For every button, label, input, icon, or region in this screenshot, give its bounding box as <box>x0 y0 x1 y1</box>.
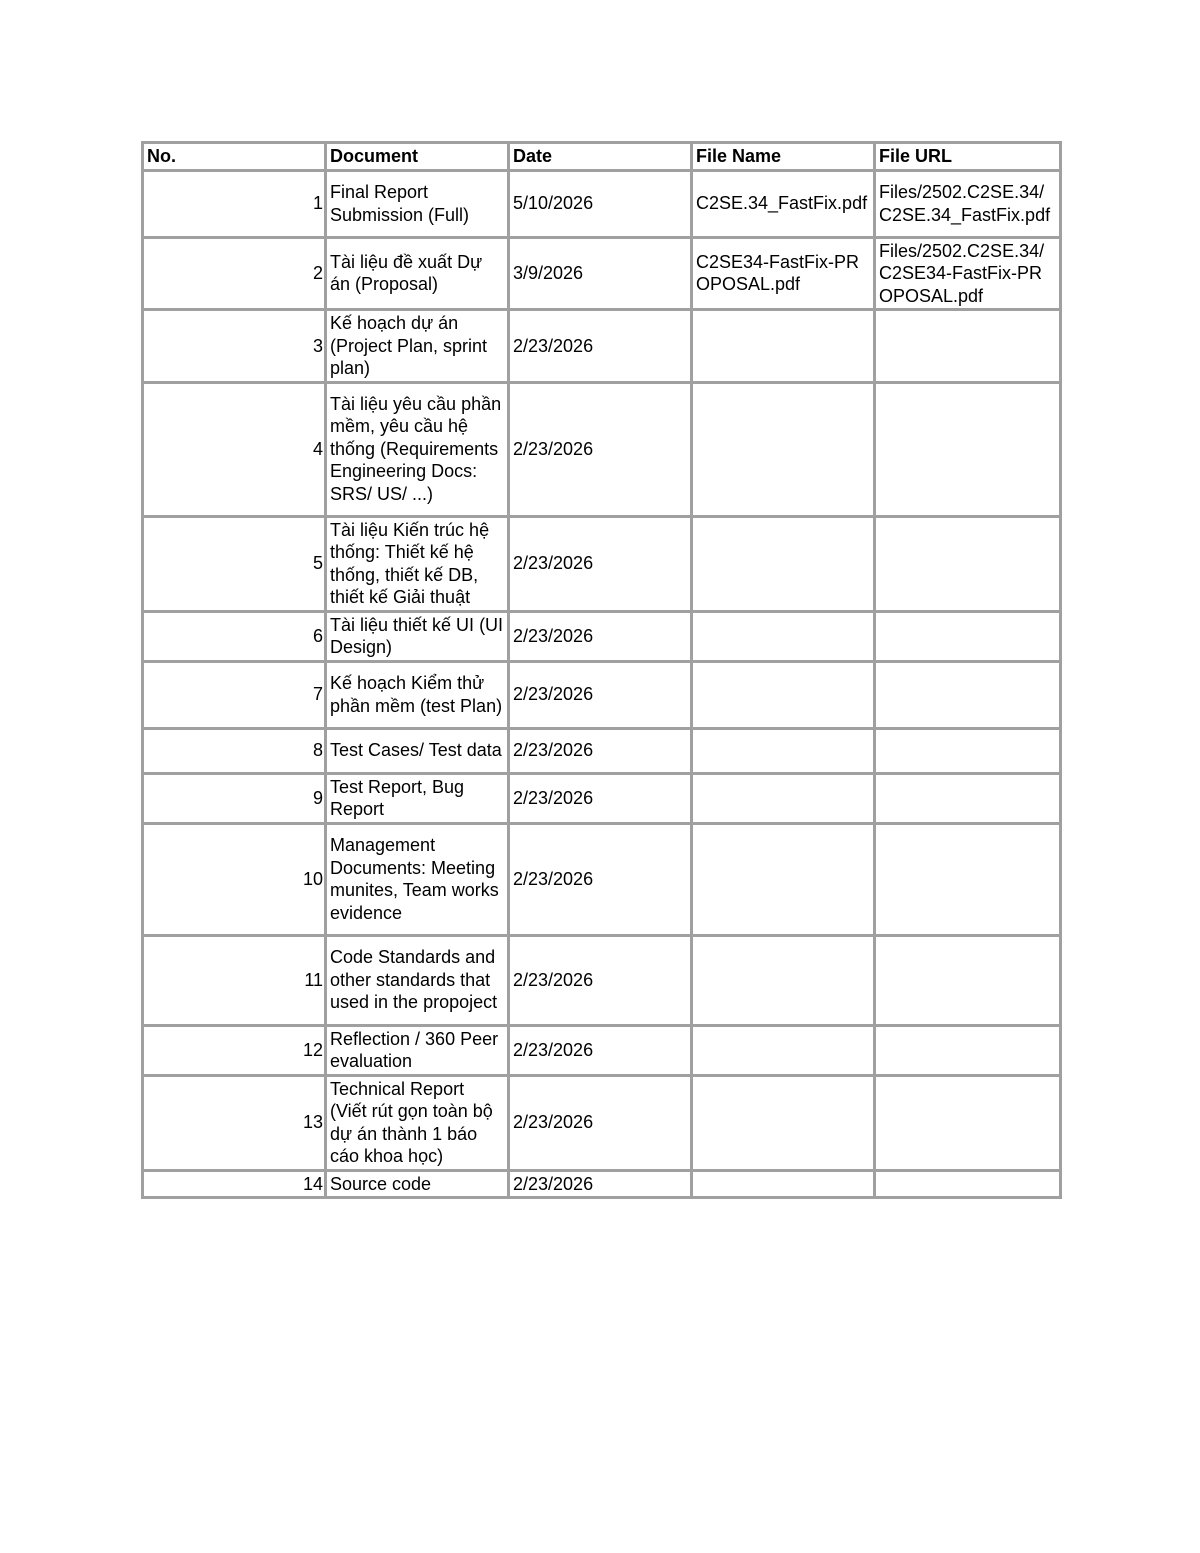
file-name-cell <box>692 935 875 1025</box>
file-url-cell <box>875 310 1061 383</box>
row-number-cell: 6 <box>143 611 326 661</box>
table-row <box>143 661 1061 728</box>
file-name-cell: C2SE.34_FastFix.pdf <box>692 170 875 237</box>
file-name-cell <box>692 1170 875 1198</box>
document-cell: Reflection / 360 Peer evaluation <box>326 1025 509 1075</box>
row-number-cell: 4 <box>143 382 326 516</box>
file-url-cell <box>875 661 1061 728</box>
date-cell: 2/23/2026 <box>509 1075 692 1170</box>
table-row <box>143 237 1061 310</box>
document-cell: Tài liệu thiết kế UI (UI Design) <box>326 611 509 661</box>
header-date: Date <box>509 143 692 171</box>
file-name-cell <box>692 773 875 823</box>
date-cell: 2/23/2026 <box>509 661 692 728</box>
row-number-cell: 13 <box>143 1075 326 1170</box>
file-name-cell <box>692 1075 875 1170</box>
document-cell: Kế hoạch Kiểm thử phần mềm (test Plan) <box>326 661 509 728</box>
document-cell: Tài liệu Kiến trúc hệ thống: Thiết kế hệ thống, thiết kế DB, thiết kế Giải thuật <box>326 516 509 611</box>
file-url-cell <box>875 935 1061 1025</box>
header-file-name: File Name <box>692 143 875 171</box>
file-url-cell: Files/2502.C2SE.34/C2SE.34_FastFix.pdf <box>875 170 1061 237</box>
document-cell: Technical Report (Viết rút gọn toàn bộ dự án thành 1 báo cáo khoa học) <box>326 1075 509 1170</box>
file-name-cell <box>692 611 875 661</box>
document-cell: Kế hoạch dự án (Project Plan, sprint plan) <box>326 310 509 383</box>
documents-table <box>141 141 1062 1199</box>
date-cell: 2/23/2026 <box>509 611 692 661</box>
file-url-cell <box>875 516 1061 611</box>
date-cell: 2/23/2026 <box>509 728 692 773</box>
file-url-cell <box>875 1025 1061 1075</box>
file-url-cell <box>875 382 1061 516</box>
document-cell: Test Report, Bug Report <box>326 773 509 823</box>
file-name-cell <box>692 382 875 516</box>
row-number-cell: 1 <box>143 170 326 237</box>
document-cell: Test Cases/ Test data <box>326 728 509 773</box>
table-body <box>143 170 1061 1198</box>
row-number-cell: 10 <box>143 823 326 935</box>
file-name-cell <box>692 1025 875 1075</box>
file-url-cell <box>875 728 1061 773</box>
document-cell: Tài liệu đề xuất Dự án (Proposal) <box>326 237 509 310</box>
file-url-cell: Files/2502.C2SE.34/C2SE34-FastFix-PROPOSAL.pdf <box>875 237 1061 310</box>
date-cell: 2/23/2026 <box>509 516 692 611</box>
file-url-cell <box>875 773 1061 823</box>
date-cell: 3/9/2026 <box>509 237 692 310</box>
table-row <box>143 611 1061 661</box>
document-cell: Tài liệu yêu cầu phần mềm, yêu cầu hệ thống (Requirements Engineering Docs: SRS/ US/ ...) <box>326 382 509 516</box>
file-url-cell <box>875 1075 1061 1170</box>
document-cell: Source code <box>326 1170 509 1198</box>
row-number-cell: 2 <box>143 237 326 310</box>
file-name-cell <box>692 516 875 611</box>
date-cell: 2/23/2026 <box>509 382 692 516</box>
table-row <box>143 935 1061 1025</box>
row-number-cell: 14 <box>143 1170 326 1198</box>
row-number-cell: 8 <box>143 728 326 773</box>
table-row <box>143 310 1061 383</box>
file-url-cell <box>875 1170 1061 1198</box>
table-header-row <box>143 143 1061 171</box>
header-document: Document <box>326 143 509 171</box>
file-name-cell: C2SE34-FastFix-PROPOSAL.pdf <box>692 237 875 310</box>
row-number-cell: 12 <box>143 1025 326 1075</box>
document-cell: Code Standards and other standards that used in the propoject <box>326 935 509 1025</box>
file-url-cell <box>875 823 1061 935</box>
table-row <box>143 1170 1061 1198</box>
table-row <box>143 773 1061 823</box>
table-row <box>143 170 1061 237</box>
row-number-cell: 11 <box>143 935 326 1025</box>
date-cell: 2/23/2026 <box>509 310 692 383</box>
date-cell: 5/10/2026 <box>509 170 692 237</box>
date-cell: 2/23/2026 <box>509 823 692 935</box>
table-row <box>143 1075 1061 1170</box>
file-name-cell <box>692 661 875 728</box>
table-row <box>143 382 1061 516</box>
date-cell: 2/23/2026 <box>509 773 692 823</box>
row-number-cell: 9 <box>143 773 326 823</box>
file-name-cell <box>692 823 875 935</box>
table-row <box>143 823 1061 935</box>
table-row <box>143 728 1061 773</box>
file-name-cell <box>692 728 875 773</box>
header-no: No. <box>143 143 326 171</box>
header-file-url: File URL <box>875 143 1061 171</box>
date-cell: 2/23/2026 <box>509 1025 692 1075</box>
table-row <box>143 1025 1061 1075</box>
document-cell: Final Report Submission (Full) <box>326 170 509 237</box>
file-url-cell <box>875 611 1061 661</box>
date-cell: 2/23/2026 <box>509 1170 692 1198</box>
row-number-cell: 5 <box>143 516 326 611</box>
file-name-cell <box>692 310 875 383</box>
row-number-cell: 3 <box>143 310 326 383</box>
table-row <box>143 516 1061 611</box>
document-cell: Management Documents: Meeting munites, Team works evidence <box>326 823 509 935</box>
row-number-cell: 7 <box>143 661 326 728</box>
date-cell: 2/23/2026 <box>509 935 692 1025</box>
